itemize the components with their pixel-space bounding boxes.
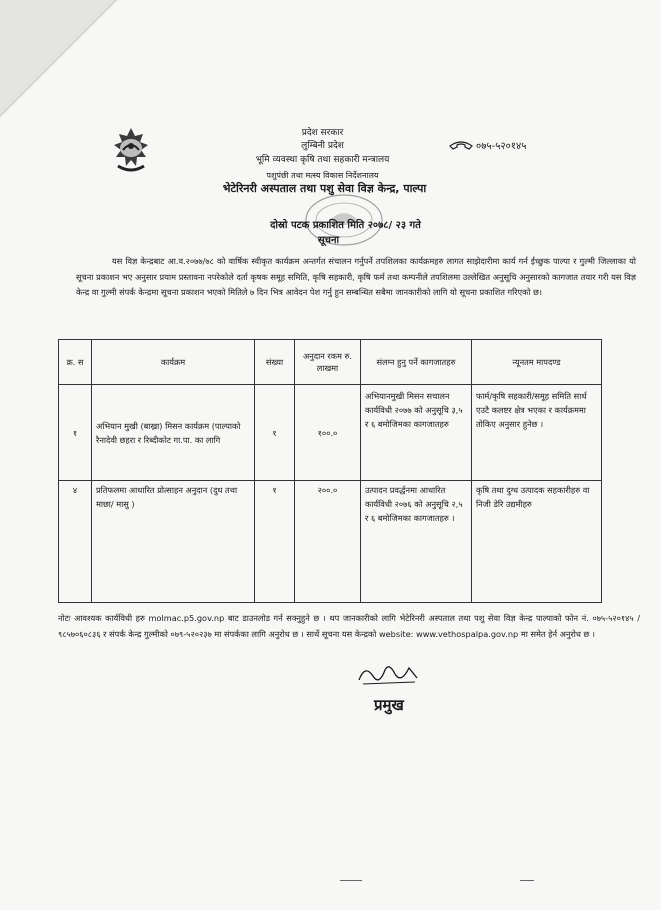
row-count: १ <box>255 481 295 603</box>
reference-number-text: ०७५-५२०१४५ <box>476 141 527 152</box>
header-line-4: पशुपंछी तथा मत्स्य विकास निर्देशनालय <box>266 171 379 180</box>
header-serial: क्र. स <box>59 340 92 385</box>
signatory-title: प्रमुख <box>374 696 404 714</box>
program-table <box>58 339 602 603</box>
table-row <box>59 385 602 481</box>
row-serial: १ <box>59 385 92 481</box>
row-documents: अभियानमुखी मिसन सचालन कार्यविधी २०७७ को अनुसूचि ३,५ र ६ बमोजिमका कागजातहरु <box>361 385 472 481</box>
header-office-name: भेटेरिनरी अस्पताल तथा पशु सेवा विज्ञ केन्द्र, पाल्पा <box>222 182 427 195</box>
notice-heading: सूचना <box>317 235 340 246</box>
row-program: अभियान मुखी (बाख्रा) मिसन कार्यक्रम (पाल्पाको रैनादेवी छहरा र रिब्दीकोट गा.पा. का लागि <box>92 385 255 481</box>
telephone-icon <box>448 140 474 152</box>
footer-note: नोटः आवश्यक कार्यविधी हरु molmac.p5.gov.np बाट डाउनलोड गर्न सक्नुहुने छ । थप जानकारीको लागि भेटेरिनरी अस्पताल तथा पशु सेवा विज्ञ केन्द्र पाल्पाको फोन नं. ०७५-५२०१४५ /९८५७०६०८३६ र संपर्क केन्द्र गुल्मीको ०७९-५२०२३७ मा संपर्कका लागि अनुरोध छ । सार्थे सूचना यस केन्द्रको website: www.vethospalpa.gov.np मा समेत हेर्न अनुरोध छ । <box>58 613 640 639</box>
row-criteria: कृषि तथा दुग्ध उत्पादक सहकारीहरु वा निजी डेरि उद्यमीहरु <box>472 481 602 603</box>
row-criteria: फार्म/कृषि सहकारी/समूह समिति सार्थ एउटै कलष्टर क्षेत्र भएका र कार्यक्रममा तोकिए अनुसार हुनेछ । <box>472 385 602 481</box>
page-fold-shadow <box>0 0 118 118</box>
header-line-2: लुम्बिनी प्रदेश <box>301 141 344 151</box>
row-serial: ४ <box>59 481 92 603</box>
handwritten-signature <box>355 660 425 690</box>
header-count: संख्या <box>255 340 295 385</box>
scan-artifact <box>520 880 534 881</box>
row-grant: १००.० <box>295 385 361 481</box>
header-line-1: प्रदेश सरकार <box>301 128 344 138</box>
notice-body: यस विज्ञ केन्द्रबाट आ.व.२०७७/७८ को वार्षिक स्वीकृत कार्यक्रम अन्तर्गत संचालन गर्नुपर्ने तपशिलका कार्यक्रमहरु लागत साझेदारीमा कार्य गर्न ईच्छुक पाल्पा र गुल्मी जिल्लाका यो सूचना प्रकाशन भए अनुसार प्रयाम प्रस्तावना नपरेकोले दर्ता कृषक समूह समिति, कृषि सहकारी, कृषि फर्म तथा कम्पनीले तपशिलमा उल्लेखित अनुसूचि अनुसारको कागजात तयार गरी यस विज्ञ केन्द्र वा गुल्मी संपर्क केन्द्रमा सूचना प्रकाशन भएको मितिले ७ दिन भित्र आवेदन पेश गर्नु हुन सम्बन्धित सबैमा जानकारीको लागि यो सूचना प्रकाशित गरिएको छ। <box>76 256 636 297</box>
table-row <box>59 481 602 603</box>
header-criteria: न्यूनतम मापदण्ड <box>472 340 602 385</box>
notice-title: दोस्रो पटक प्रकाशित मिति २०७८/ २३ गते <box>270 220 421 231</box>
row-program: प्रतिफलमा आधारित प्रोत्साहन अनुदान (दुध तथा माछा/ मासु ) <box>92 481 255 603</box>
table-header-row <box>59 340 602 385</box>
row-grant: २००.० <box>295 481 361 603</box>
scan-artifact <box>340 880 362 881</box>
header-line-3: भूमि व्यवस्था कृषि तथा सहकारी मन्त्रालय <box>255 155 390 165</box>
header-grant: अनुदान रकम रु. लाखमा <box>295 340 361 385</box>
row-documents: उत्पादन प्रवर्द्धनमा आधारित कार्यविधी २०७६ को अनुसूचि २,५ र ६ बमोजिमका कागजातहरु । <box>361 481 472 603</box>
row-count: १ <box>255 385 295 481</box>
header-documents: संलग्न हुनु पर्ने कागजातहरु <box>361 340 472 385</box>
reference-number <box>448 138 526 152</box>
header-program: कार्यक्रम <box>92 340 255 385</box>
